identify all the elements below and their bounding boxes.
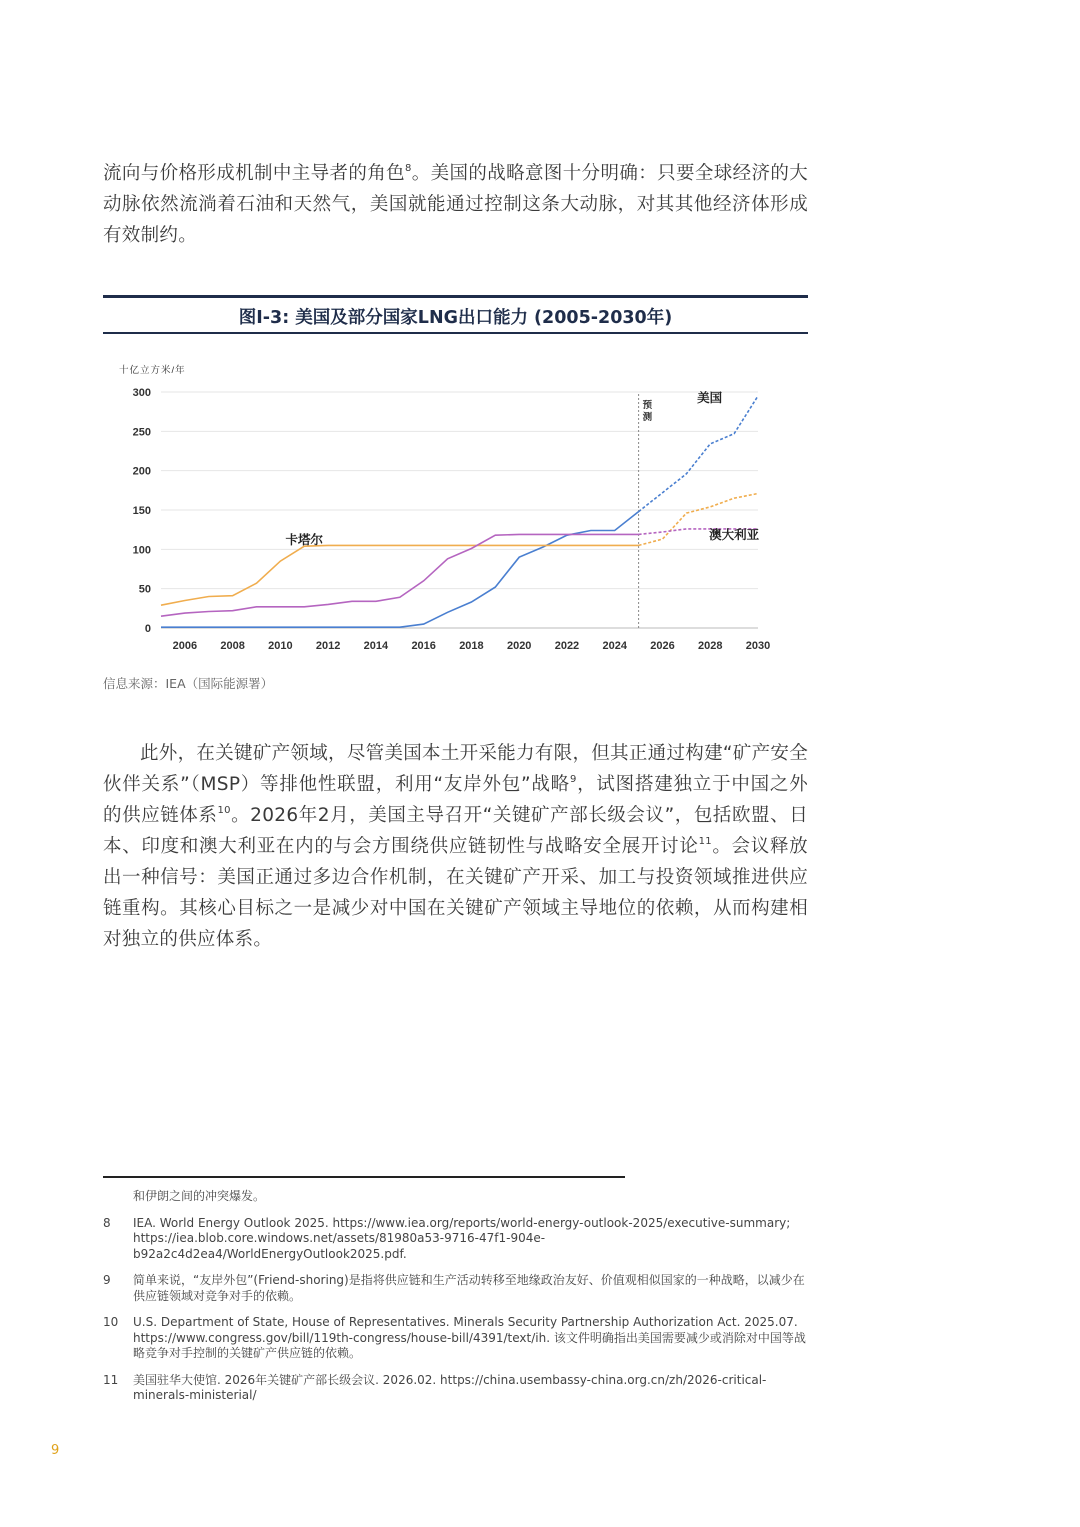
series-line-美国 [161, 512, 639, 628]
footnote-ref-9[interactable]: 9 [569, 774, 577, 785]
x-tick-label: 2010 [268, 640, 293, 652]
intro-paragraph [103, 158, 808, 251]
series-line-澳大利亚 [161, 534, 639, 616]
intro-text-b: 。美国的战略意图十分明确：只要全球经济的大动脉依然流淌着石油和天然气，美国就能通过控制这条大动脉，对其其他经济体形成有效制约。 [103, 163, 808, 246]
series-label: 美国 [697, 391, 723, 406]
footnote-ref-8[interactable]: 8 [404, 163, 412, 174]
x-tick-label: 2030 [745, 640, 771, 652]
main-paragraph [103, 738, 808, 955]
footnote-number: 9 [103, 1273, 111, 1287]
series-line-卡塔尔 [161, 545, 639, 605]
footnote-text: U.S. Department of State, House of Representatives. Minerals Security Partnership Authorization Act. 2025.07. https://www.congress.gov/bill/119th-congress/house-bill/4391/text/ih. 该文件明确指出美国需要减少或消除对中国等战略竞争对手控制的关键矿产供应链的依赖。 [133, 1315, 806, 1360]
series-forecast-line-美国 [639, 396, 758, 512]
main-text-a: 此外，在关键矿产领域，尽管美国本土开采能力有限，但其正通过构建“矿产安全伙伴关系”（MSP）等排他性联盟，利用“友岸外包”战略 [103, 743, 808, 795]
footnote-ref-10[interactable]: 10 [217, 805, 231, 816]
footnote-text: 简单来说，“友岸外包”(Friend-shoring)是指将供应链和生产活动转移至地缘政治友好、价值观相似国家的一种战略，以减少在供应链领域对竞争对手的依赖。 [133, 1273, 805, 1303]
y-tick-label: 200 [132, 465, 151, 478]
x-tick-label: 2016 [411, 640, 436, 652]
x-tick-label: 2014 [363, 640, 389, 652]
y-tick-label: 150 [132, 505, 151, 517]
x-tick-label: 2018 [459, 640, 484, 652]
lng-export-line-chart [103, 350, 808, 665]
footnote-8 [103, 1216, 808, 1263]
figure-source: 信息来源：IEA（国际能源署） [103, 676, 274, 691]
x-tick-label: 2012 [315, 640, 341, 652]
intro-text-a: 流向与价格形成机制中主导者的角色 [103, 163, 405, 184]
series-label: 澳大利亚 [709, 528, 760, 543]
footnote-continuation-text: 和伊朗之间的冲突爆发。 [133, 1189, 266, 1203]
page-number: 9 [51, 1443, 60, 1458]
main-text-d: 。会议释放出一种信号：美国正通过多边合作机制，在关键矿产开采、加工与投资领域推进供应链重构。其核心目标之一是减少对中国在关键矿产领域主导地位的依赖，从而构建相对独立的供应体系。 [103, 836, 808, 950]
footnote-10 [103, 1315, 808, 1362]
footnote-number: 8 [103, 1215, 111, 1230]
y-tick-label: 0 [144, 623, 151, 635]
footnote-rule [103, 1176, 625, 1178]
footnote-number: 10 [103, 1315, 119, 1329]
main-text-b: ，试图搭建独立于中国之外的供应链体系 [103, 774, 808, 826]
figure-title: 图I-3: 美国及部分国家LNG出口能力 (2005-2030年) [238, 308, 673, 328]
x-tick-label: 2006 [172, 640, 198, 652]
footnote-text: IEA. World Energy Outlook 2025. https://www.iea.org/reports/world-energy-outlook-2025/executive-summary; https://iea.blob.core.windows.net/assets/81980a53-9716-47f1-904e-b92a2c4d2ea4/WorldEnergyOutlook2025.pdf. [133, 1215, 791, 1261]
forecast-label [643, 399, 653, 423]
footnote-11 [103, 1373, 808, 1404]
x-tick-label: 2008 [220, 640, 245, 652]
forecast-label-char: 预 [642, 400, 653, 411]
x-tick-label: 2028 [697, 640, 723, 652]
footnote-9 [103, 1273, 808, 1304]
footnote-text: 美国驻华大使馆. 2026年关键矿产部长级会议. 2026.02. https://china.usembassy-china.org.cn/zh/2026-critical-minerals-ministerial/ [133, 1372, 767, 1402]
y-tick-label: 250 [132, 426, 151, 439]
y-axis-label: 十亿立方米/年 [119, 365, 186, 376]
x-tick-label: 2022 [554, 640, 580, 652]
figure-top-rule [103, 295, 808, 298]
x-tick-label: 2026 [650, 640, 675, 652]
series-label: 卡塔尔 [285, 532, 324, 547]
figure-bottom-rule [103, 332, 808, 334]
footnotes [103, 1189, 808, 1415]
footnote-continuation [103, 1189, 808, 1205]
footnote-ref-11[interactable]: 11 [698, 836, 712, 847]
y-tick-label: 100 [132, 544, 151, 557]
footnote-number: 11 [103, 1372, 119, 1387]
x-tick-label: 2024 [602, 640, 627, 652]
forecast-label-char: 测 [642, 412, 653, 423]
main-text-c: 。2026年2月，美国主导召开“关键矿产部长级会议”，包括欧盟、日本、印度和澳大利亚在内的与会方围绕供应链韧性与战略安全展开讨论 [103, 805, 808, 857]
x-tick-label: 2020 [506, 640, 532, 652]
y-tick-label: 300 [132, 387, 151, 399]
y-tick-label: 50 [138, 583, 151, 596]
